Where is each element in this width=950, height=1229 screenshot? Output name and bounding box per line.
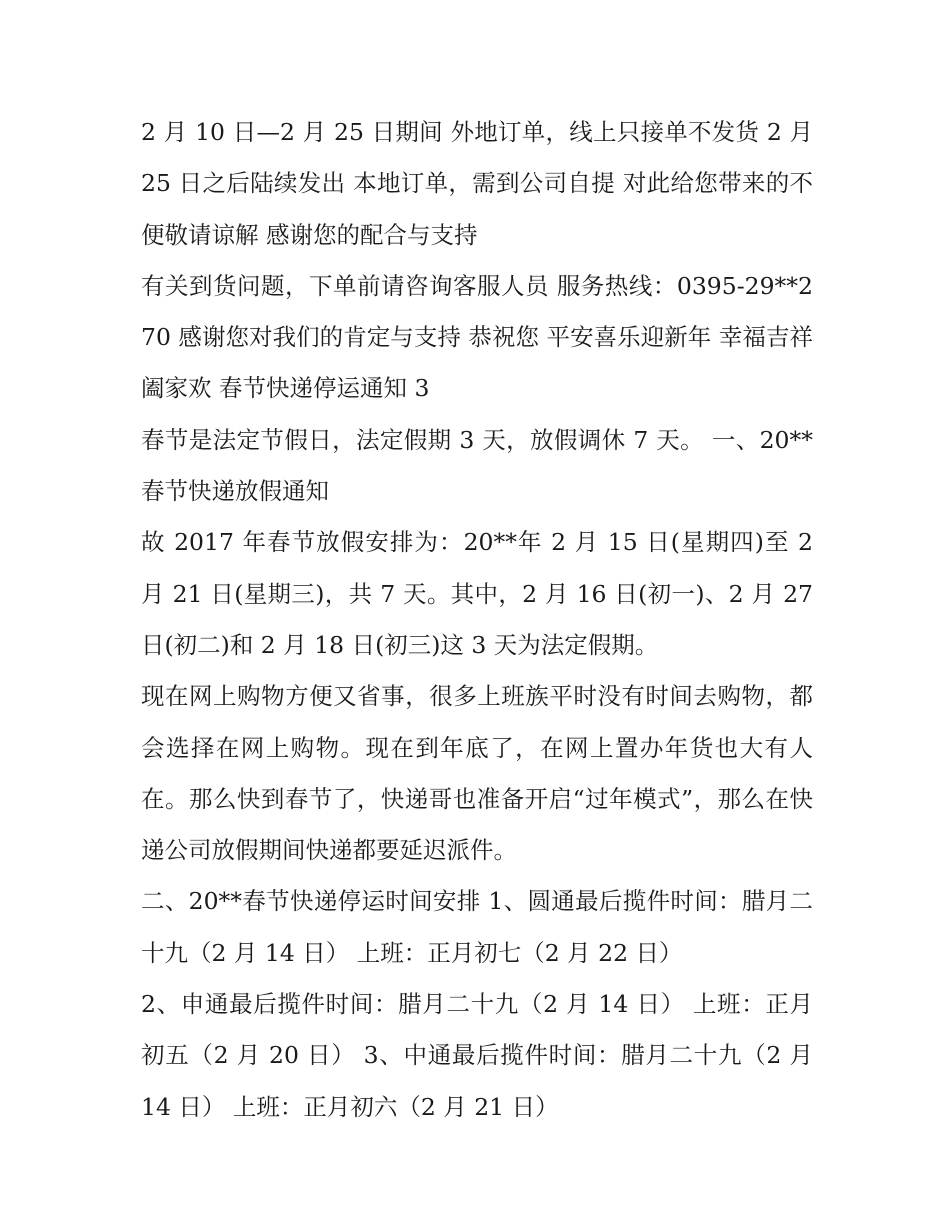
paragraph-yto-schedule: 二、20**春节快递停运时间安排 1、圆通最后揽件时间：腊月二十九（2 月 14 日） 上班：正月初七（2 月 22 日） (141, 887, 813, 967)
document-body (141, 107, 813, 1133)
paragraph-online-shopping: 现在网上购物方便又省事，很多上班族平时没有时间去购物，都会选择在网上购物。现在到年底了，在网上置办年货也大有人在。那么快到春节了，快递哥也准备开启“过年模式”，那么在快递公司放假期间快递都要延迟派件。 (141, 682, 813, 865)
paragraph-hotline: 有关到货问题，下单前请咨询客服人员 服务热线：0395-29**270 感谢您对我们的肯定与支持 恭祝您 平安喜乐迎新年 幸福吉祥阖家欢 春节快递停运通知 3 (141, 271, 813, 403)
paragraph-sto-zto-schedule: 2、申通最后揽件时间：腊月二十九（2 月 14 日） 上班：正月初五（2 月 20 日） 3、中通最后揽件时间：腊月二十九（2 月 14 日） 上班：正月初六（2 月 21 日） (141, 990, 813, 1121)
paragraph-holiday-intro: 春节是法定节假日，法定假期 3 天，放假调休 7 天。 一、20**春节快递放假通知 (141, 425, 813, 506)
paragraph-holiday-schedule: 故 2017 年春节放假安排为：20**年 2 月 15 日(星期四)至 2 月 21 日(星期三)，共 7 天。其中，2 月 16 日(初一)、2 月 27 日(初二)和 2 月 18 日(初三)这 3 天为法定假期。 (141, 528, 813, 659)
paragraph-shipping-notice: 2 月 10 日—2 月 25 日期间 外地订单，线上只接单不发货 2 月 25 日之后陆续发出 本地订单，需到公司自提 对此给您带来的不便敬请谅解 感谢您的配合与支持 (141, 118, 813, 249)
